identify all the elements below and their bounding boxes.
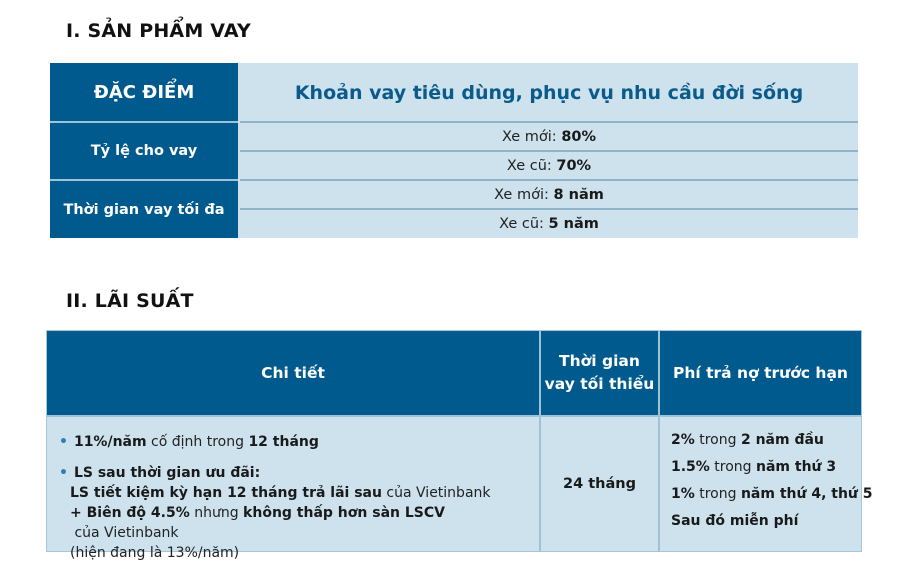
fee-rate: 2% <box>671 432 695 448</box>
text-bold: không thấp hơn sàn LSCV <box>243 505 445 521</box>
cell-value: 70% <box>556 157 592 174</box>
cell-used-car-term <box>240 210 858 237</box>
cell-prefix: Xe cũ: <box>506 157 557 174</box>
cell-value: 8 năm <box>553 186 604 203</box>
text: cố định trong <box>146 434 249 450</box>
row-label-max-term: Thời gian vay tối đa <box>63 201 225 218</box>
cell-prefix: Xe cũ: <box>499 215 549 232</box>
row-label-loan-ratio: Tỷ lệ cho vay <box>90 143 198 159</box>
product-header: Khoản vay tiêu dùng, phục vụ nhu cầu đời sống <box>294 81 804 104</box>
cell-value: 80% <box>561 128 597 145</box>
header-detail: Chi tiết <box>261 363 325 382</box>
prepay-fee-cell <box>660 417 873 551</box>
current-rate-note: (hiện đang là 13%/năm) <box>70 545 240 561</box>
text: trong <box>709 459 756 475</box>
header-min-term <box>541 331 658 415</box>
fee-period: năm thứ 4, thứ 5 <box>740 486 873 502</box>
cell-new-car-term <box>240 181 858 208</box>
fee-line <box>671 430 824 450</box>
fee-line <box>671 511 798 531</box>
fee-period: năm thứ 3 <box>756 459 837 475</box>
section-title-interest-rate: II. LÃI SUẤT <box>66 290 194 312</box>
feature-header: ĐẶC ĐIỂM <box>93 81 195 103</box>
fixed-period: 12 tháng <box>248 434 319 450</box>
bullet-dot-icon: • <box>59 434 68 450</box>
fee-line <box>671 457 836 477</box>
section-title-loan-product: I. SẢN PHẨM VAY <box>66 20 251 42</box>
header-min-term-line2: vay tối thiểu <box>544 375 655 393</box>
text-bold: + Biên độ 4.5% <box>70 505 190 521</box>
loan-product-table <box>50 63 858 238</box>
fee-rate: 1% <box>671 486 695 502</box>
cell-prefix: Xe mới: <box>494 186 554 203</box>
min-term-value: 24 tháng <box>563 476 636 492</box>
bullet-fixed-rate <box>59 432 319 452</box>
header-prepay-fee: Phí trả nợ trước hạn <box>673 363 848 382</box>
bullet-floating-rate <box>59 463 539 563</box>
text: trong <box>694 432 741 448</box>
cell-new-car-ratio <box>240 123 858 150</box>
cell-value: 5 năm <box>548 215 599 232</box>
fee-free-note: Sau đó miễn phí <box>671 513 799 529</box>
fee-line <box>671 484 873 504</box>
text-bold: LS tiết kiệm kỳ hạn 12 tháng trả lãi sau <box>70 485 382 501</box>
cell-used-car-ratio <box>240 152 858 179</box>
detail-cell <box>47 417 539 561</box>
cell-prefix: Xe mới: <box>501 128 562 145</box>
text: của Vietinbank <box>381 485 491 501</box>
text: trong <box>694 486 741 502</box>
fixed-rate: 11%/năm <box>73 434 147 450</box>
text: của Vietinbank <box>70 525 179 541</box>
header-min-term-line1: Thời gian <box>559 352 640 370</box>
text: nhưng <box>189 505 244 521</box>
fee-rate: 1.5% <box>671 459 710 475</box>
fee-period: 2 năm đầu <box>740 432 824 448</box>
bullet-dot-icon: • <box>59 465 68 481</box>
interest-rate-table <box>46 330 873 561</box>
floating-heading: LS sau thời gian ưu đãi: <box>73 465 261 481</box>
